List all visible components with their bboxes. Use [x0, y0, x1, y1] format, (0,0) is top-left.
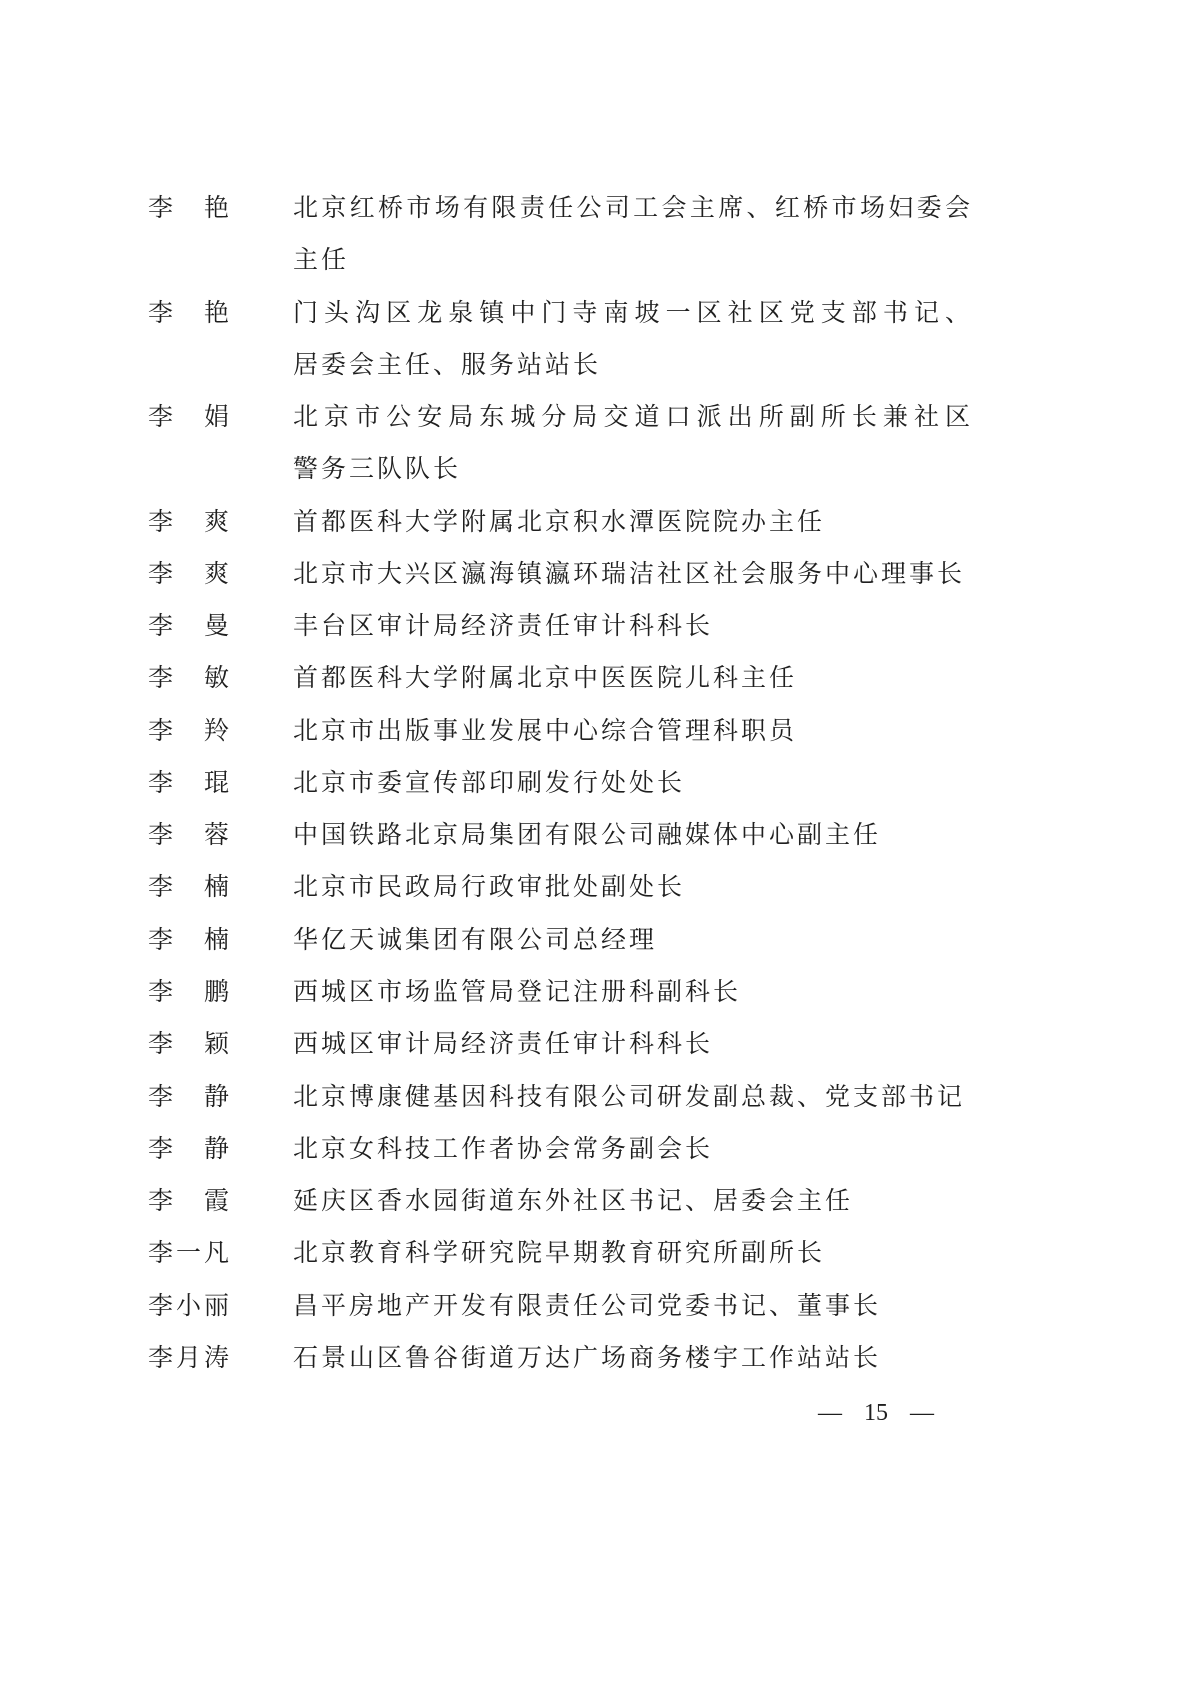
title-line: 北京市大兴区瀛海镇瀛环瑞洁社区社会服务中心理事长	[293, 558, 966, 588]
list-item	[148, 496, 978, 548]
person-name: 李 爽	[148, 506, 233, 536]
list-item	[148, 757, 978, 809]
list-item	[148, 914, 978, 966]
title-line: 北京市民政局行政审批处副处长	[293, 872, 686, 902]
title-line: 北京女科技工作者协会常务副会长	[293, 1133, 714, 1163]
person-title	[293, 1332, 973, 1384]
person-name: 李小丽	[148, 1290, 233, 1320]
title-line: 北京市委宣传部印刷发行处处长	[293, 767, 686, 797]
person-title	[293, 1280, 973, 1332]
list-item	[148, 809, 978, 861]
person-name: 李 曼	[148, 611, 233, 641]
title-line: 首都医科大学附属北京积水潭医院院办主任	[293, 506, 826, 536]
title-line: 北京红桥市场有限责任公司工会主席、红桥市场妇委会	[293, 193, 973, 222]
list-item	[148, 182, 978, 287]
person-name: 李 静	[148, 1081, 233, 1111]
title-line: 警务三队队长	[293, 454, 462, 484]
title-line: 北京市出版事业发展中心综合管理科职员	[293, 715, 798, 745]
person-title	[293, 287, 973, 392]
person-title	[293, 652, 973, 704]
person-name: 李 敏	[148, 663, 233, 693]
person-title	[293, 809, 973, 861]
person-title	[293, 757, 973, 809]
person-title	[293, 600, 973, 652]
person-name: 李 琨	[148, 767, 233, 797]
person-name: 李 楠	[148, 872, 233, 902]
person-name: 李 霞	[148, 1186, 233, 1216]
title-line: 北京市公安局东城分局交道口派出所副所长兼社区	[293, 402, 973, 432]
list-item	[148, 861, 978, 913]
title-line: 华亿天诚集团有限公司总经理	[293, 924, 658, 954]
title-line: 中国铁路北京局集团有限公司融媒体中心副主任	[293, 820, 882, 850]
person-name: 李 楠	[148, 924, 233, 954]
list-item	[148, 1175, 978, 1227]
list-item	[148, 1123, 978, 1175]
person-name: 李 爽	[148, 558, 233, 588]
person-title	[293, 1123, 973, 1175]
title-line: 西城区审计局经济责任审计科科长	[293, 1029, 714, 1059]
person-title	[293, 548, 973, 600]
person-name: 李 颖	[148, 1029, 233, 1059]
title-line: 延庆区香水园街道东外社区书记、居委会主任	[293, 1186, 854, 1216]
title-line: 昌平房地产开发有限责任公司党委书记、董事长	[293, 1290, 882, 1320]
person-title	[293, 914, 973, 966]
list-item	[148, 600, 978, 652]
list-item	[148, 1018, 978, 1070]
title-line: 居委会主任、服务站站长	[293, 349, 602, 379]
person-title	[293, 861, 973, 913]
title-line: 西城区市场监管局登记注册科副科长	[293, 976, 742, 1006]
person-name: 李 鹏	[148, 976, 233, 1006]
list-item	[148, 548, 978, 600]
title-line: 北京教育科学研究院早期教育研究所副所长	[293, 1238, 826, 1268]
person-name: 李一凡	[148, 1238, 233, 1268]
person-name: 李 艳	[148, 297, 233, 327]
person-title	[293, 1175, 973, 1227]
list-item	[148, 705, 978, 757]
person-title	[293, 1071, 973, 1123]
person-title	[293, 1018, 973, 1070]
title-line: 门头沟区龙泉镇中门寺南坡一区社区党支部书记、	[293, 297, 973, 327]
list-item	[148, 1332, 978, 1384]
list-item	[148, 1071, 978, 1123]
title-line: 首都医科大学附属北京中医医院儿科主任	[293, 663, 798, 693]
name-list	[148, 182, 978, 1384]
title-line: 北京博康健基因科技有限公司研发副总裁、党支部书记	[293, 1081, 966, 1111]
list-item	[148, 966, 978, 1018]
person-title	[293, 496, 973, 548]
person-title	[293, 182, 973, 287]
title-line: 石景山区鲁谷街道万达广场商务楼宇工作站站长	[293, 1342, 882, 1372]
list-item	[148, 1280, 978, 1332]
person-title	[293, 966, 973, 1018]
list-item	[148, 1227, 978, 1279]
list-item	[148, 652, 978, 704]
person-name: 李 艳	[148, 193, 233, 222]
list-item	[148, 287, 978, 392]
person-title	[293, 391, 973, 496]
person-name: 李 娟	[148, 402, 233, 432]
person-name: 李月涛	[148, 1342, 233, 1372]
person-name: 李 羚	[148, 715, 233, 745]
person-title	[293, 705, 973, 757]
list-item	[148, 391, 978, 496]
person-title	[293, 1227, 973, 1279]
title-line: 丰台区审计局经济责任审计科科长	[293, 611, 714, 641]
title-line: 主任	[293, 245, 350, 275]
person-name: 李 蓉	[148, 820, 233, 850]
person-name: 李 静	[148, 1133, 233, 1163]
page-number: — 15 —	[818, 1400, 934, 1426]
